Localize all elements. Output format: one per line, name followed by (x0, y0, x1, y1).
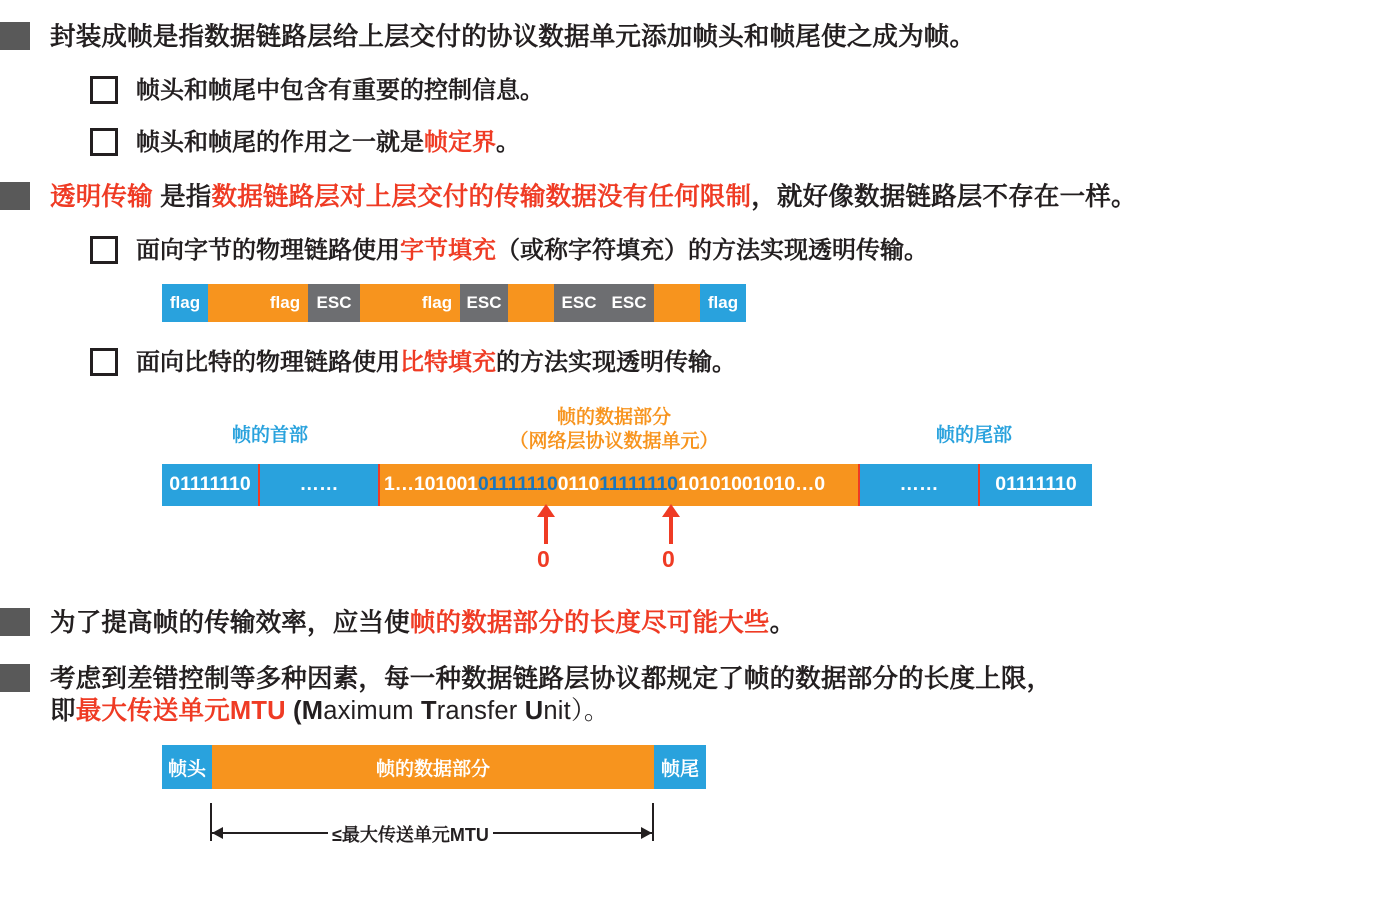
frame-data-section (380, 464, 858, 506)
text-run: 为了提高帧的传输效率，应当使 (50, 608, 410, 637)
measure-tick-right (652, 803, 654, 841)
text-run-highlight: 数据链路层对上层交付的传输数据没有任何限制 (211, 182, 752, 211)
square-bullet-icon (0, 182, 30, 210)
bullet-text-6 (136, 348, 736, 378)
strip-cell-flag: flag (262, 284, 308, 322)
frame-data-mid: 0110 (557, 473, 600, 496)
label-frame-data-line2: （网络层协议数据单元） (509, 430, 719, 452)
bullet-text-2 (136, 76, 544, 106)
text-run: ransfer (436, 696, 525, 725)
text-run-cap: M (301, 696, 324, 725)
text-run-cap: T (420, 696, 437, 725)
label-frame-header: 帧的首部 (231, 424, 308, 446)
bullet-row-8 (0, 664, 1388, 728)
bullet-text-4 (50, 182, 1137, 214)
square-bullet-icon (0, 22, 30, 50)
text-run: 封装成帧是指数据链路层给上层交付的协议数据单元添加帧头和帧尾使之成为帧。 (50, 23, 976, 51)
strip-cell-esc: ESC (460, 284, 508, 322)
text-run-highlight: 帧的数据部分的长度尽可能大些 (409, 608, 770, 637)
frame-bar (162, 464, 1092, 506)
text-run: 的方法实现透明传输。 (496, 348, 736, 376)
mtu-frame-head: 帧头 (162, 745, 212, 789)
measure-arrow-right (641, 827, 652, 839)
insert-arrow-line-1 (544, 514, 548, 544)
strip-cell-esc: ESC (554, 284, 604, 322)
text-run-highlight: 帧定界 (424, 128, 496, 156)
bullet-text-7 (50, 608, 795, 640)
strip-cell-data (208, 284, 262, 322)
text-run: 考虑到差错控制等多种因素，每一种数据链路层协议都规定了帧的数据部分的长度上限， (50, 664, 1053, 693)
text-run: 。 (769, 608, 796, 637)
square-bullet-icon (0, 664, 30, 692)
text-run: 即 (50, 696, 76, 725)
frame-data-flag1: 01111110 (477, 473, 558, 496)
bullet-text-8 (50, 664, 1052, 728)
bit-stuffing-frame-diagram (0, 404, 1388, 594)
text-run-highlight: 字节填充 (400, 236, 496, 264)
inserted-bit-1: 0 (537, 545, 550, 572)
bullet-row-7 (0, 608, 1388, 640)
text-run-highlight: 比特填充 (400, 348, 496, 376)
checkbox-bullet-icon (90, 236, 118, 264)
text-run-cap: U (524, 696, 544, 725)
insert-arrow-line-2 (669, 514, 673, 544)
frame-tail-flag: 01111110 (980, 464, 1092, 506)
strip-cell-esc: ESC (308, 284, 360, 322)
bullet-text-3 (136, 128, 520, 158)
checkbox-bullet-icon (90, 348, 118, 376)
bullet-row-4 (0, 182, 1388, 214)
bullet-row-2 (90, 76, 1388, 106)
strip-cell-flag: flag (700, 284, 746, 322)
frame-tail-dots: …… (860, 464, 978, 506)
text-run: nit）。 (543, 696, 610, 725)
strip-cell-esc: ESC (604, 284, 654, 322)
text-run: 面向字节的物理链路使用 (136, 236, 400, 264)
text-run: 帧头和帧尾中包含有重要的控制信息。 (136, 76, 544, 104)
strip-cell-data (508, 284, 554, 322)
bullet-text-5 (136, 236, 928, 266)
mtu-diagram (162, 745, 1388, 855)
strip-cell-data (654, 284, 700, 322)
text-run: 。 (496, 128, 520, 156)
strip-cell-flag: flag (414, 284, 460, 322)
text-run: 是指 (152, 182, 212, 211)
slide-canvas (0, 22, 1388, 923)
bullet-row-3 (90, 128, 1388, 158)
text-run: 帧头和帧尾的作用之一就是 (136, 128, 424, 156)
bullet-row-1 (0, 22, 1388, 54)
text-run: ( (285, 696, 302, 725)
label-frame-trailer: 帧的尾部 (935, 424, 1012, 446)
bullet-text-1 (50, 22, 975, 54)
checkbox-bullet-icon (90, 76, 118, 104)
text-run-highlight: 透明传输 (50, 182, 153, 211)
text-run: （或称字符填充）的方法实现透明传输。 (496, 236, 928, 264)
mtu-bar (162, 745, 1388, 789)
inserted-bit-2: 0 (662, 545, 675, 572)
text-run: 面向比特的物理链路使用 (136, 348, 400, 376)
mtu-frame-tail: 帧尾 (654, 745, 706, 789)
frame-data-pre: 1…101001 (384, 473, 478, 496)
frame-head-dots: …… (260, 464, 378, 506)
bullet-row-6 (90, 348, 1388, 378)
strip-cell-flag: flag (162, 284, 208, 322)
frame-data-flag2: 11111110 (599, 473, 678, 496)
frame-head-flag: 01111110 (162, 464, 258, 506)
measure-arrow-left (212, 827, 223, 839)
text-run: aximum (323, 696, 421, 725)
byte-stuffing-diagram (162, 284, 1388, 322)
square-bullet-icon (0, 608, 30, 636)
checkbox-bullet-icon (90, 128, 118, 156)
label-frame-data-line1: 帧的数据部分 (556, 406, 671, 428)
text-run-highlight: 最大传送单元MTU (75, 696, 286, 725)
text-run: ，就好像数据链路层不存在一样。 (751, 182, 1137, 211)
measure-label: ≤最大传送单元MTU (328, 821, 493, 847)
frame-data-post: 10101001010…0 (677, 473, 825, 496)
mtu-measure (210, 803, 654, 849)
strip-cell-data (360, 284, 414, 322)
bullet-row-5 (90, 236, 1388, 266)
mtu-frame-data: 帧的数据部分 (212, 745, 654, 789)
